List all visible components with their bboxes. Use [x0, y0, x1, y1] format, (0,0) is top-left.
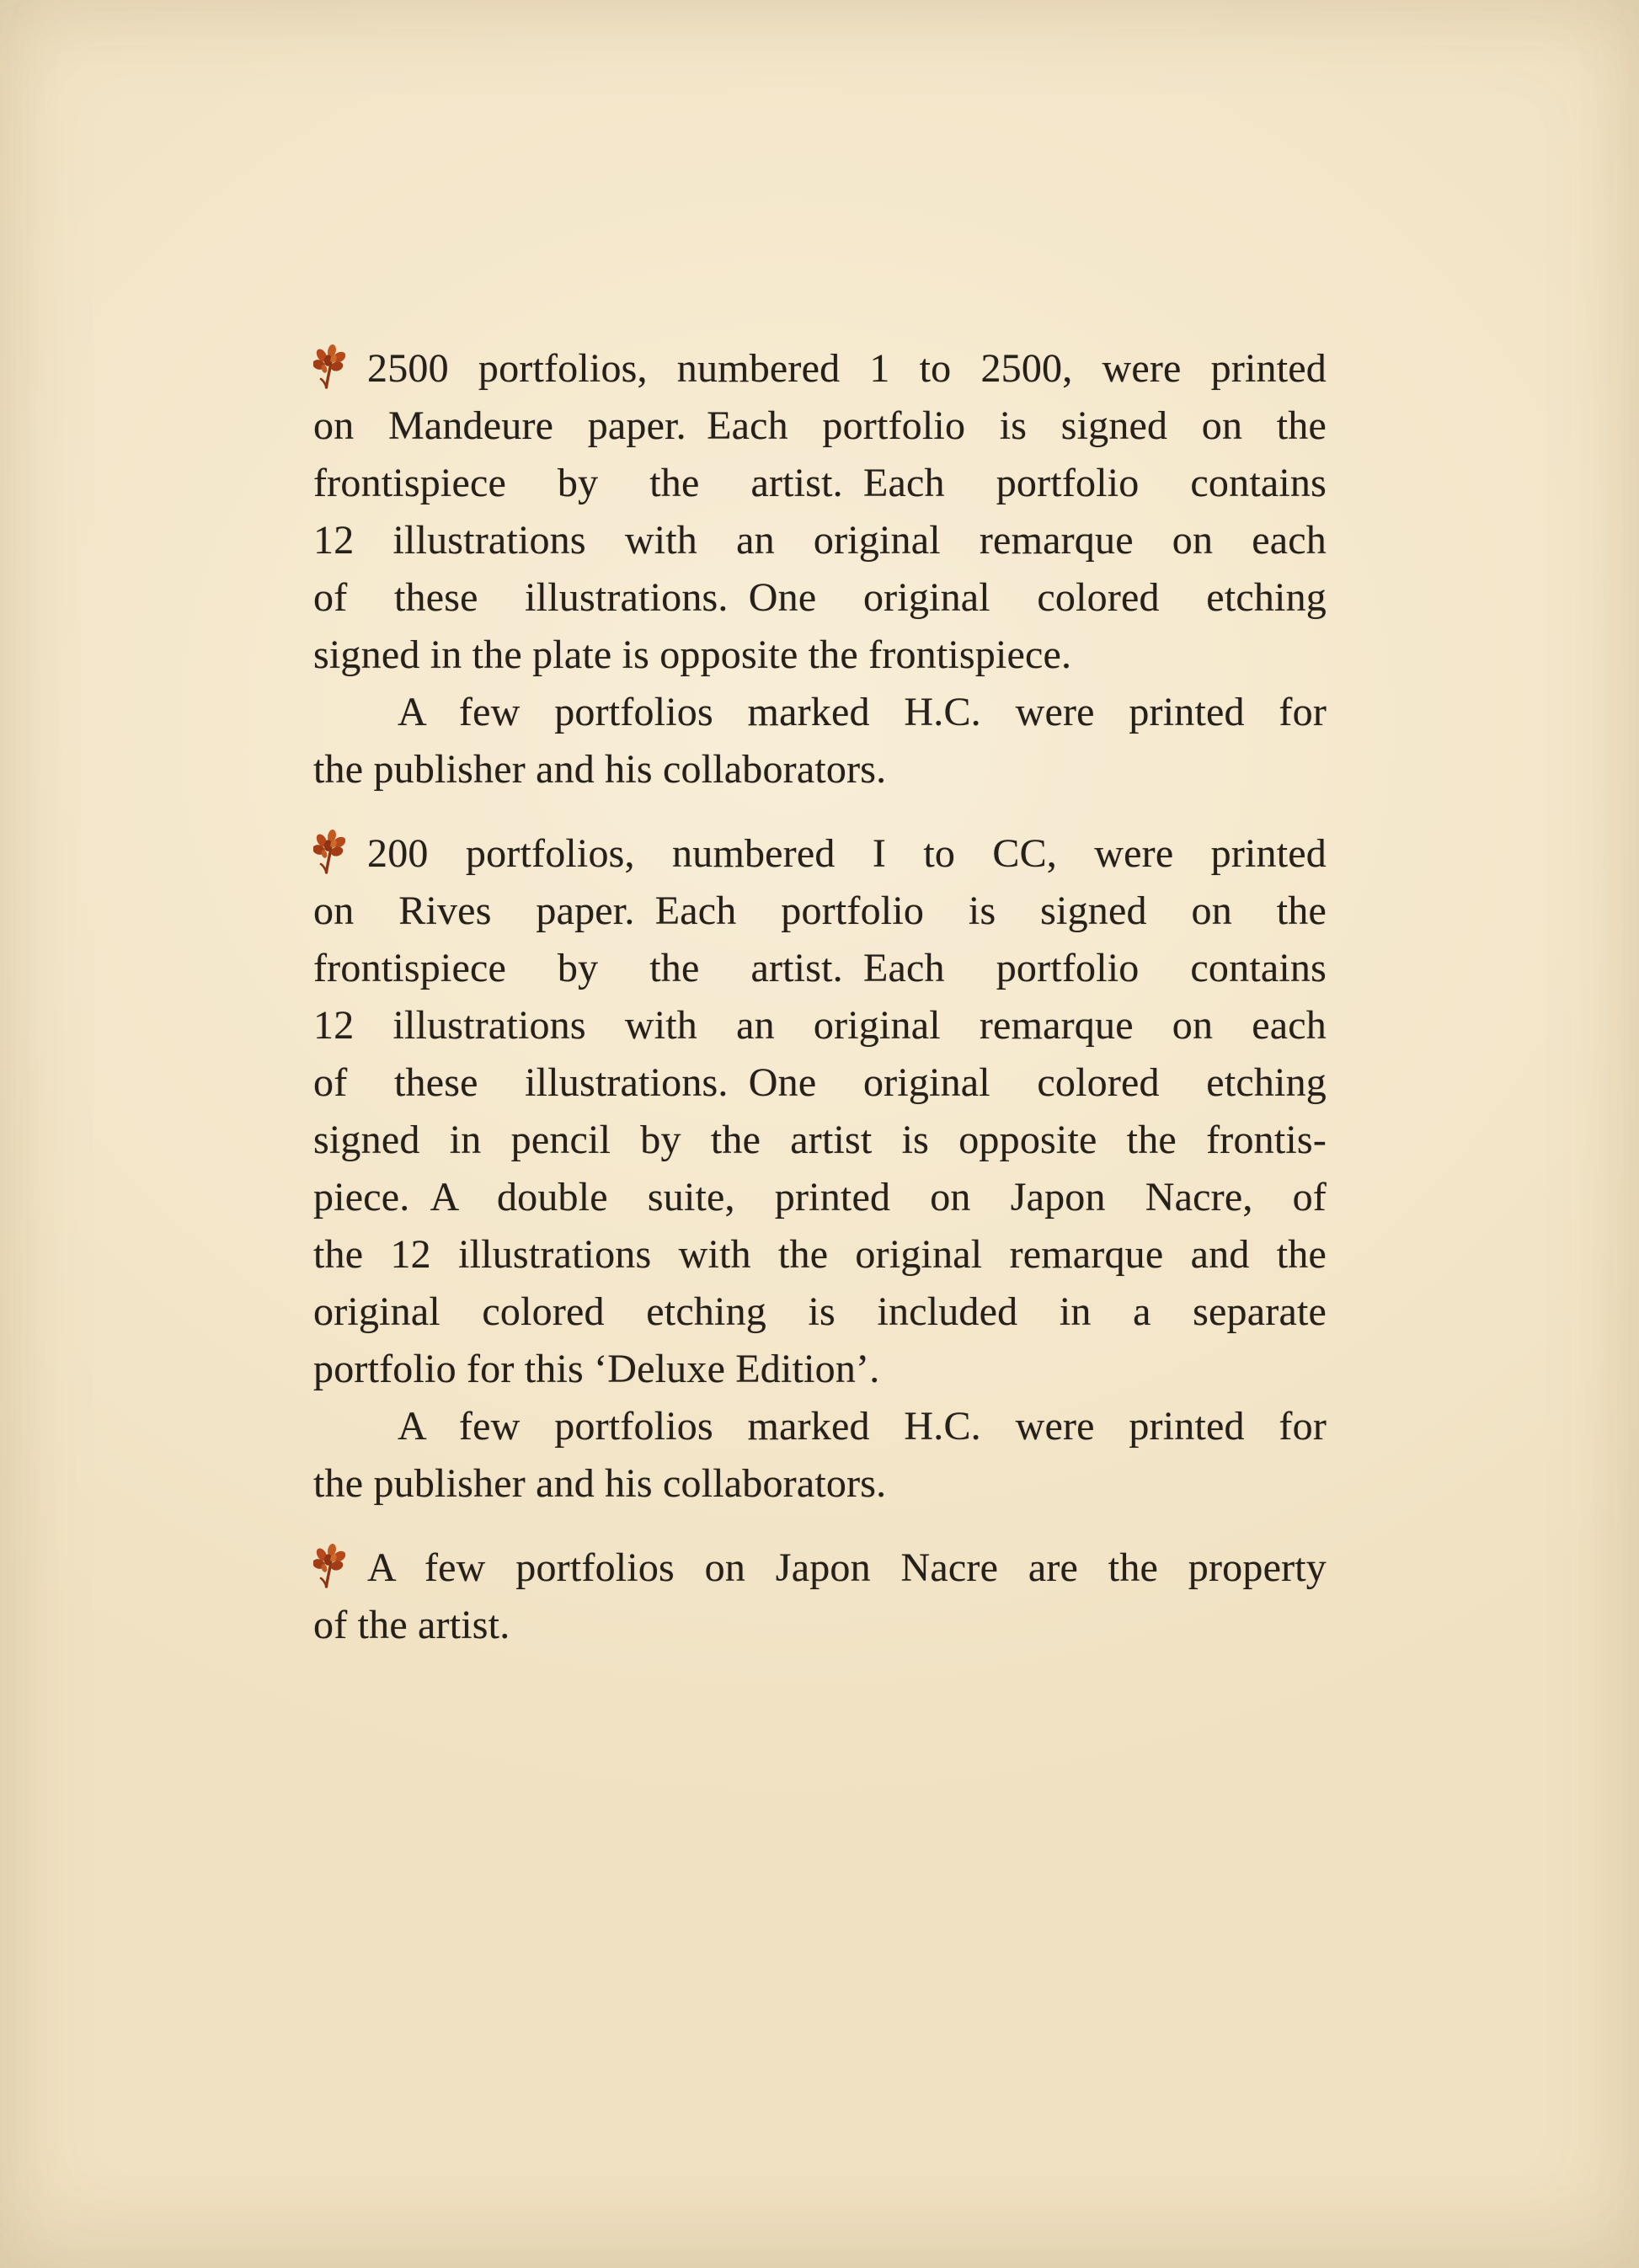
text-line: of these illustrations. One original colored etching [313, 575, 1327, 620]
text-line: signed in the plate is opposite the frontispiece. [313, 632, 1072, 677]
fleuron-icon [313, 1544, 345, 1591]
text-line: 12 illustrations with an original remarque on each [313, 1003, 1327, 1048]
text-line: on Rives paper. Each portfolio is signed on the [313, 889, 1327, 933]
text-line: frontispiece by the artist. Each portfolio contains [313, 461, 1327, 505]
line-text: A few portfolios on Japon Nacre are the property [367, 1545, 1327, 1590]
line-text: 2500 portfolios, numbered 1 to 2500, were printed [367, 346, 1327, 391]
text-line: of the artist. [313, 1603, 510, 1647]
line-text: 200 portfolios, numbered I to CC, were printed [367, 831, 1327, 876]
text-line: the publisher and his collaborators. [313, 747, 887, 792]
text-line: A few portfolios marked H.C. were printed for [398, 1404, 1327, 1449]
text-line [313, 825, 1327, 883]
text-line: original colored etching is included in a separate [313, 1289, 1327, 1334]
fleuron-icon [313, 830, 345, 877]
text-line: piece. A double suite, printed on Japon Nacre, of [313, 1175, 1327, 1219]
text-line: the 12 illustrations with the original remarque and the [313, 1232, 1327, 1277]
fleuron-icon [313, 344, 345, 392]
text-line [313, 340, 1327, 398]
text-line [313, 1540, 1327, 1597]
text-line: of these illustrations. One original colored etching [313, 1060, 1327, 1105]
text-line: 12 illustrations with an original remarque on each [313, 518, 1327, 563]
text-line: on Mandeure paper. Each portfolio is signed on the [313, 403, 1327, 448]
edition-paragraph-rives [313, 825, 1327, 1513]
text-line: signed in pencil by the artist is opposite the frontis- [313, 1118, 1327, 1162]
edition-paragraph-artist-copies [313, 1540, 1327, 1654]
edition-paragraph-mandeure [313, 340, 1327, 798]
text-line: portfolio for this ‘Deluxe Edition’. [313, 1347, 880, 1391]
text-line: A few portfolios marked H.C. were printed for [398, 690, 1327, 734]
text-line: the publisher and his collaborators. [313, 1461, 887, 1506]
colophon-text-block [313, 340, 1327, 1654]
text-line: frontispiece by the artist. Each portfolio contains [313, 946, 1327, 990]
